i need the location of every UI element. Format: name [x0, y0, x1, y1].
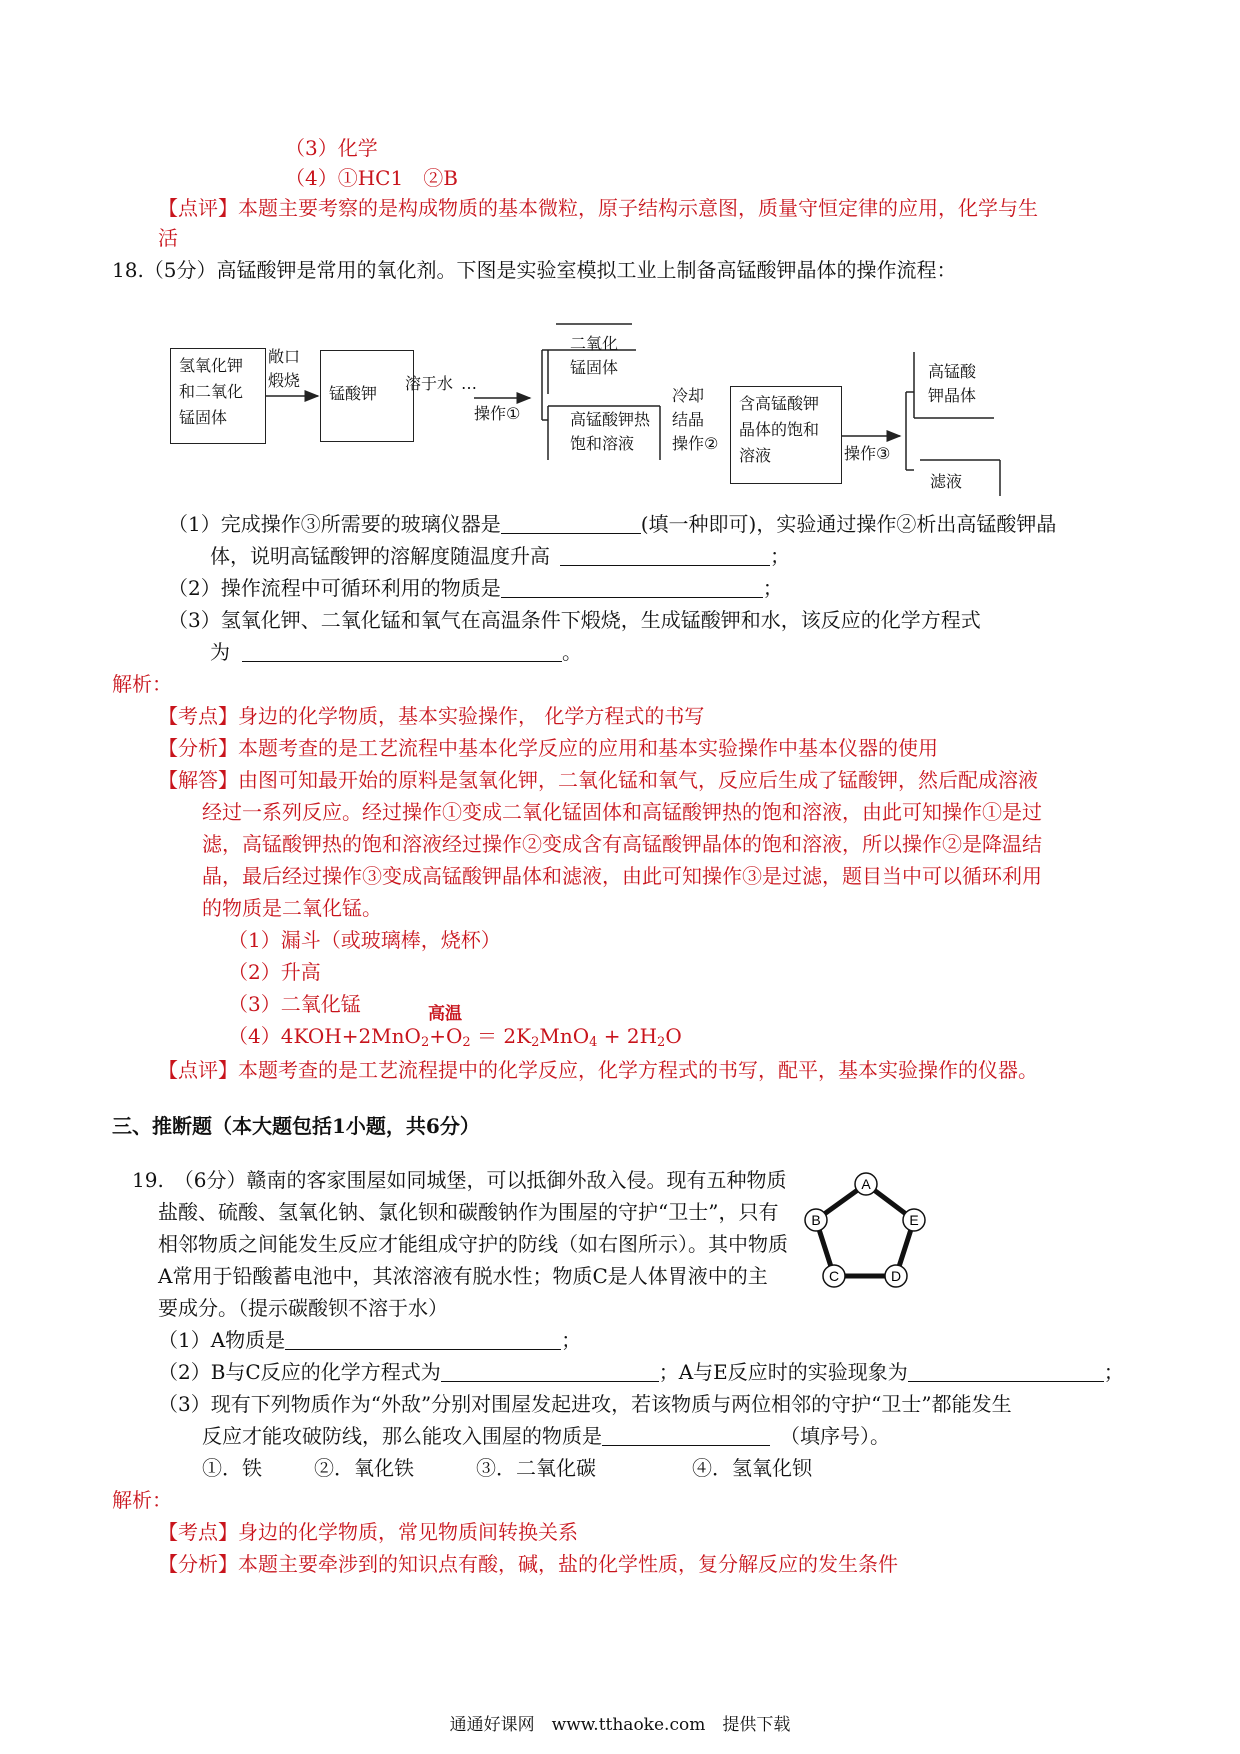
- node-e: [903, 1209, 925, 1231]
- q19-sub1: （1）A物质是 ；: [158, 1328, 582, 1352]
- q18-sub1-cont: 体，说明高锰酸钾的溶解度随温度升高 ；: [210, 544, 790, 568]
- q19-sub3: （3）现有下列物质作为“外敌”分别对围屋发起进攻，若该物质与两位相邻的守护“卫士”都能发生: [158, 1392, 1012, 1416]
- flow-label-calcine: 敞口 煅烧: [268, 347, 301, 390]
- flow-box-raw-materials: [170, 348, 266, 444]
- q19-stem-1: 19. （6分）赣南的客家围屋如同城堡，可以抵御外敌入侵。现有五种物质: [132, 1168, 787, 1192]
- q19-stem-5: 要成分。（提示碳酸钡不溶于水）: [158, 1296, 448, 1320]
- answer-blank-substance-a[interactable]: [285, 1329, 561, 1350]
- flow-text: 锰固体: [179, 408, 228, 427]
- q17-answer-3: （3）化学: [285, 136, 378, 160]
- q18-a1: （1）漏斗（或玻璃棒，烧杯）: [228, 928, 501, 952]
- option-3: ③．二氧化碳: [476, 1456, 596, 1480]
- node-a: [855, 1173, 877, 1195]
- option-1: ①．铁: [202, 1456, 262, 1480]
- flow-product-crystal: 高锰酸 钾晶体: [928, 362, 977, 405]
- q18-answer-line5: 的物质是二氧化锰。: [202, 896, 382, 920]
- flow-text: 含高锰酸钾: [739, 394, 820, 413]
- flow-label-op1: 操作①: [474, 404, 521, 423]
- q18-a3: （3）二氧化锰: [228, 992, 361, 1016]
- answer-blank-recyclable[interactable]: [501, 577, 763, 598]
- q18-sub3: （3）氢氧化钾、二氧化锰和氧气在高温条件下煅烧，生成锰酸钾和水，该反应的化学方程式: [168, 608, 981, 632]
- flow-text: 和二氧化: [179, 382, 244, 401]
- review-text: 本题主要考察的是构成物质的基本微粒，原子结构示意图，质量守恒定律的应用，化学与生: [238, 196, 1038, 220]
- flow-label-dissolve: 溶于水 …: [405, 374, 478, 393]
- svg-text:B: B: [811, 1212, 821, 1228]
- q18-answer-line3: 滤，高锰酸钾热的饱和溶液经过操作②变成含有高锰酸钾晶体的饱和溶液，所以操作②是降温结: [202, 832, 1042, 856]
- flow-product-filtrate: 滤液: [930, 472, 963, 491]
- flow-box-potassium-manganate: [320, 350, 414, 442]
- q19-point: 【考点】身边的化学物质，常见物质间转换关系: [158, 1520, 578, 1544]
- q18-sub2: （2）操作流程中可循环利用的物质是 ；: [168, 576, 783, 600]
- answer-blank-glassware[interactable]: [501, 513, 641, 534]
- node-b: [805, 1209, 827, 1231]
- flow-text: 晶体的饱和: [739, 420, 820, 439]
- node-d: [885, 1265, 907, 1287]
- q18-answer: 【解答】由图可知最开始的原料是氢氧化钾，二氧化锰和氧气，反应后生成了锰酸钾，然后配成溶液: [158, 768, 1038, 792]
- q19-analysis-label: 解析：: [112, 1488, 172, 1512]
- svg-text:A: A: [861, 1176, 871, 1192]
- flow-label-op3: 操作③: [844, 444, 891, 463]
- flow-product-hot-solution: 高锰酸钾热 饱和溶液: [570, 410, 651, 453]
- q18-a4-equation: $(4)4KOH+2MnO_2+O_2 = 2K_2MnO_4 + 2H_2O$: [228, 1024, 682, 1050]
- q17-review-cont: 活: [158, 226, 178, 250]
- reaction-condition: 高温: [428, 1004, 462, 1024]
- svg-text:C: C: [828, 1268, 840, 1284]
- q19-stem-4: A常用于铅酸蓄电池中，其浓溶液有脱水性；物质C是人体胃液中的主: [158, 1264, 768, 1288]
- answer-blank-attacker[interactable]: [602, 1425, 770, 1446]
- page-footer: 通通好课网 www.tthaoke.com 提供下载: [449, 1715, 791, 1735]
- q18-review: 【点评】本题考查的是工艺流程提中的化学反应，化学方程式的书写，配平，基本实验操作的仪器。: [158, 1058, 1038, 1082]
- node-c: [823, 1265, 845, 1287]
- flow-text: 锰酸钾: [329, 384, 378, 403]
- q19-stem-2: 盐酸、硫酸、氢氧化钠、氯化钡和碳酸钠作为围屋的守护“卫士”，只有: [158, 1200, 779, 1224]
- q18-a2: （2）升高: [228, 960, 321, 984]
- q19-analyze: 【分析】本题主要牵涉到的知识点有酸，碱，盐的化学性质，复分解反应的发生条件: [158, 1552, 898, 1576]
- section-heading: 三、推断题（本大题包括1小题，共6分）: [112, 1114, 480, 1138]
- q18-sub1: （1）完成操作③所需要的玻璃仪器是 (填一种即可)，实验通过操作②析出高锰酸钾晶: [168, 512, 1057, 536]
- q17-review: [158, 192, 1038, 224]
- q18-point: 【考点】身边的化学物质，基本实验操作， 化学方程式的书写: [158, 704, 705, 728]
- q19-sub2: （2）B与C反应的化学方程式为 ；A与E反应时的实验现象为 ；: [158, 1360, 1124, 1384]
- svg-text:D: D: [890, 1268, 902, 1284]
- q18-stem: 18.（5分）高锰酸钾是常用的氧化剂。下图是实验室模拟工业上制备高锰酸钾晶体的操作流程：: [112, 258, 957, 282]
- svg-text:E: E: [909, 1212, 919, 1228]
- q18-answer-line4: 晶，最后经过操作③变成高锰酸钾晶体和滤液，由此可知操作③是过滤，题目当中可以循环利用: [202, 864, 1042, 888]
- q19-stem-3: 相邻物质之间能发生反应才能组成守护的防线（如右图所示）。其中物质: [158, 1232, 788, 1256]
- q17-answer-4: （4）①HC1 ②B: [285, 166, 458, 190]
- flow-product-mno2: 二氧化 锰固体: [570, 334, 619, 377]
- pentagon-diagram: [800, 1160, 940, 1290]
- flow-label-cool-crystallize: 冷却 结晶 操作②: [672, 386, 719, 453]
- q19-options: [202, 1452, 812, 1484]
- answer-blank-solubility[interactable]: [560, 545, 770, 566]
- review-tag: 【点评】: [158, 196, 238, 220]
- q18-answer-line2: 经过一系列反应。经过操作①变成二氧化锰固体和高锰酸钾热的饱和溶液，由此可知操作①是过: [202, 800, 1042, 824]
- flow-text: 氢氧化钾: [179, 356, 244, 375]
- q18-analysis-label: 解析：: [112, 672, 172, 696]
- q19-sub3-cont: 反应才能攻破防线，那么能攻入围屋的物质是 （填序号）。: [202, 1424, 890, 1448]
- answer-blank-bc-equation[interactable]: [441, 1361, 659, 1382]
- flow-text: 溶液: [739, 446, 772, 465]
- q18-sub3-cont: 为 。: [210, 640, 582, 664]
- flow-box-crystal-solution: [730, 386, 842, 484]
- pentagon-outline: [816, 1184, 914, 1276]
- answer-blank-equation[interactable]: [242, 641, 562, 662]
- q18-analyze: 【分析】本题考查的是工艺流程中基本化学反应的应用和基本实验操作中基本仪器的使用: [158, 736, 938, 760]
- answer-blank-ae-phenomenon[interactable]: [908, 1361, 1104, 1382]
- option-2: ②．氧化铁: [314, 1456, 414, 1480]
- option-4: ④．氢氧化钡: [692, 1456, 812, 1480]
